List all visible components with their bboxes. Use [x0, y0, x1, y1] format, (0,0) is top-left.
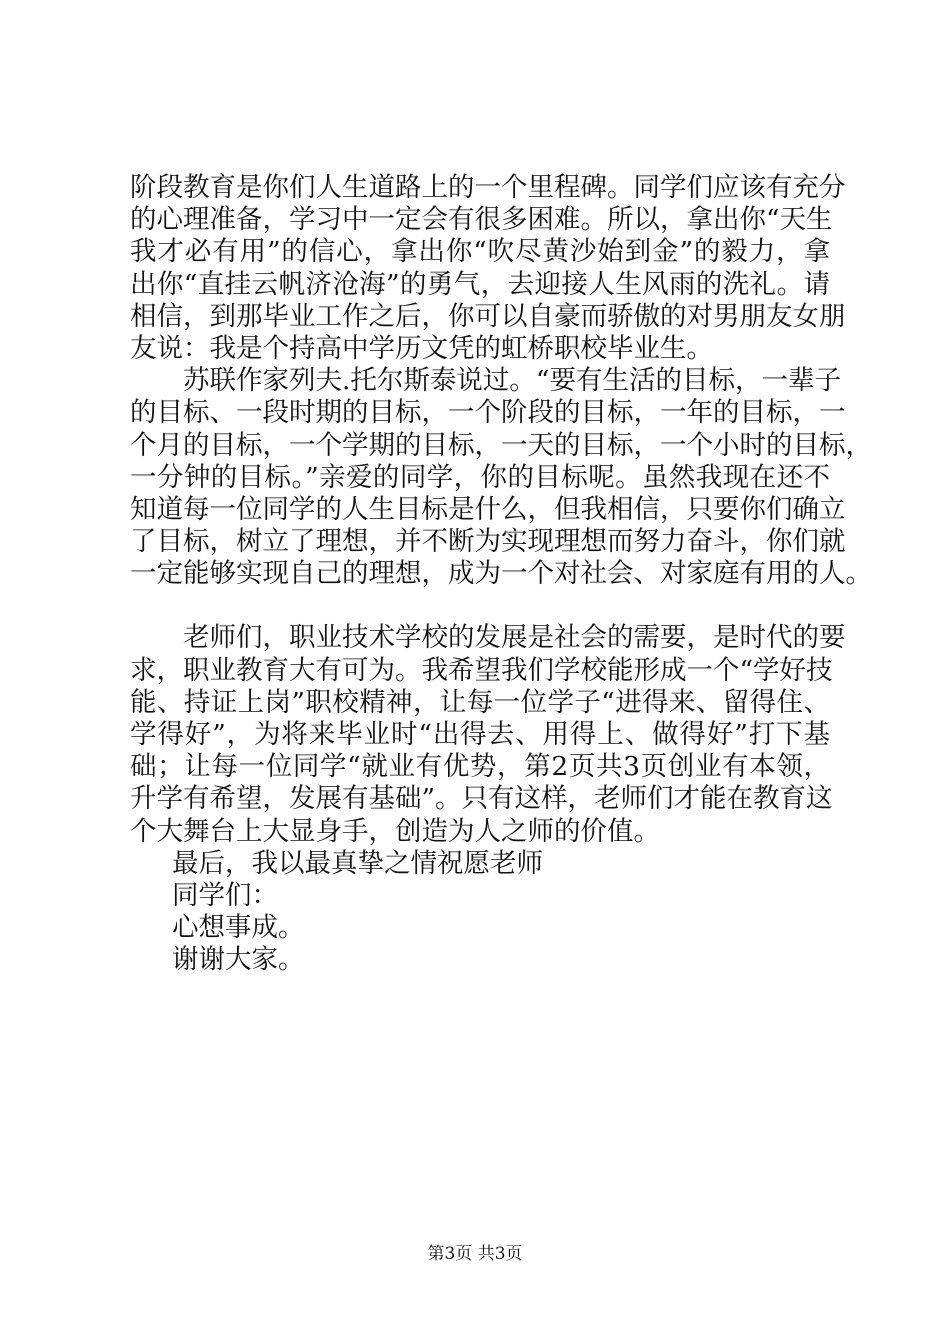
paragraph-2-line-5: 知道每一位同学的人生目标是什么，但我相信，只要你们确立 [130, 493, 846, 525]
paragraph-3-line-5: 础；让每一位同学“就业有优势，第2页共3页创业有本领， [130, 751, 830, 783]
document-body [130, 172, 872, 977]
paragraph-1-line-1: 阶段教育是你们人生道路上的一个里程碑。同学们应该有充分 [130, 172, 846, 203]
paragraph-3-line-2: 求，职业教育大有可为。我希望我们学校能形成一个“学好技 [130, 654, 833, 686]
closing-line-1: 最后，我以最真挚之情祝愿老师 [172, 847, 543, 879]
paragraph-2-line-7: 一定能够实现自己的理想，成为一个对社会、对家庭有用的人。 [130, 558, 872, 590]
paragraph-2-line-3: 个月的目标，一个学期的目标，一天的目标，一个小时的目标， [130, 429, 872, 461]
paragraph-3-line-6: 升学有希望，发展有基础”。只有这样，老师们才能在教育这 [130, 783, 833, 815]
closing-line-4: 谢谢大家。 [172, 944, 305, 976]
paragraph-1-line-3: 我才必有用”的信心，拿出你“吹尽黄沙始到金”的毅力，拿 [130, 236, 830, 268]
paragraph-2-line-2: 的目标、一段时期的目标，一个阶段的目标，一年的目标，一 [130, 397, 846, 429]
paragraph-gap [130, 590, 830, 622]
paragraph-3-line-4: 学得好”，为将来毕业时“出得去、用得上、做得好”打下基 [130, 719, 830, 750]
page-footer: 第3页 共3页 [427, 1244, 523, 1264]
closing-line-2: 同学们： [172, 879, 278, 911]
paragraph-1-line-5: 相信，到那毕业工作之后，你可以自豪而骄傲的对男朋友女朋 [130, 300, 846, 332]
paragraph-2-line-1: 苏联作家列夫.托尔斯泰说过。“要有生活的目标，一辈子 [183, 365, 841, 397]
paragraph-1-line-2: 的心理准备，学习中一定会有很多困难。所以，拿出你“天生 [130, 204, 833, 236]
paragraph-3-line-3: 能、持证上岗”职校精神，让每一位学子“进得来、留得住、 [130, 686, 830, 718]
paragraph-3-line-1: 老师们，职业技术学校的发展是社会的需要，是时代的要 [183, 622, 846, 654]
paragraph-1-line-4: 出你“直挂云帆济沧海”的勇气，去迎接人生风雨的洗礼。请 [130, 268, 830, 300]
closing-line-3: 心想事成。 [172, 912, 305, 944]
paragraph-3-line-7: 个大舞台上大显身手，创造为人之师的价值。 [130, 815, 660, 847]
paragraph-2-line-6: 了目标，树立了理想，并不断为实现理想而努力奋斗，你们就 [130, 526, 846, 558]
paragraph-1-line-6: 友说：我是个持高中学历文凭的虹桥职校毕业生。 [130, 332, 713, 364]
paragraph-2-line-4: 一分钟的目标。”亲爱的同学，你的目标呢。虽然我现在还不 [130, 461, 830, 493]
